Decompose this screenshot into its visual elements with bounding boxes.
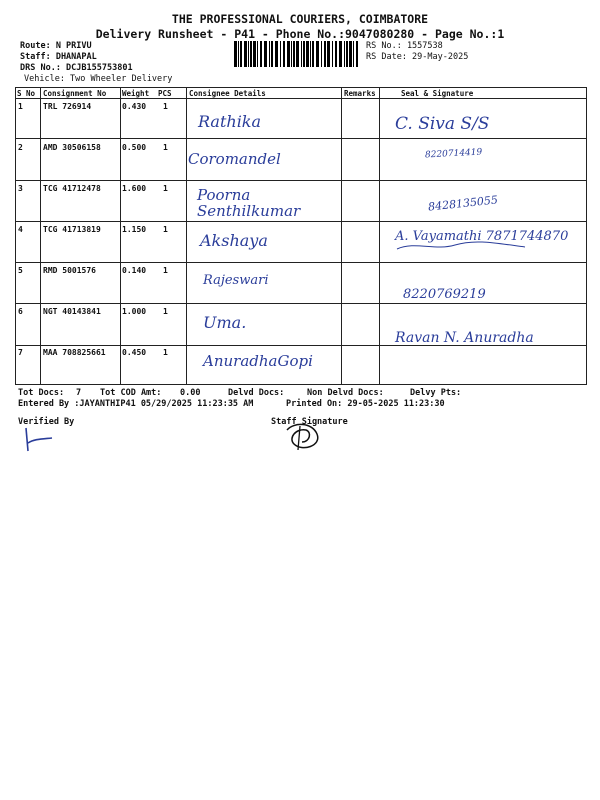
barcode-bar (275, 41, 278, 67)
barcode-bar (346, 41, 348, 67)
header-consignee: Consignee Details (189, 89, 266, 98)
row-7-seal-handwriting: Ravan N. Anuradha (395, 330, 534, 346)
company-title: THE PROFESSIONAL COURIERS, COIMBATORE (171, 12, 429, 26)
verified-by-signature (22, 425, 62, 455)
row-4-consignment: TCG 41713819 (43, 225, 101, 234)
row-3-consignment: TCG 41712478 (43, 184, 101, 193)
barcode-bar (356, 41, 358, 67)
barcode-bar (349, 41, 352, 67)
drs-number: DRS No.: DCJB155753801 (20, 63, 133, 73)
barcode-bar (269, 41, 270, 67)
barcode-bar (332, 41, 333, 67)
barcode-bar (248, 41, 249, 67)
staff-label: Staff: DHANAPAL (20, 52, 97, 62)
row-3-pcs: 1 (163, 184, 168, 193)
barcode-bar (339, 41, 342, 67)
tot-docs-label: Tot Docs: (18, 388, 65, 398)
barcode-bar (264, 41, 267, 67)
barcode-bar (257, 41, 258, 67)
row-6-consignment: NGT 40143841 (43, 307, 101, 316)
row-1-consignment: TRL 726914 (43, 102, 92, 111)
row-1-pcs: 1 (163, 102, 168, 111)
row-4-seal-handwriting: A. Vayamathi 7871744870 (395, 229, 569, 244)
delvd-docs-label: Delvd Docs: (228, 388, 285, 398)
row-2-sno: 2 (18, 143, 23, 152)
row-5-consignee-handwriting: Rajeswari (203, 273, 269, 288)
row-4-weight: 1.150 (122, 225, 147, 234)
row-4-sno: 4 (18, 225, 23, 234)
row-5-weight: 0.140 (122, 266, 147, 275)
row-5-seal-handwriting: 8220769219 (403, 287, 486, 302)
row-5-pcs: 1 (163, 266, 168, 275)
row-2-consignment: AMD 30506158 (43, 143, 101, 152)
tot-cod-value: 0.00 (180, 388, 201, 398)
barcode-bar (287, 41, 290, 67)
barcode-bar (260, 41, 262, 67)
row-7-weight: 0.450 (122, 348, 147, 357)
barcode-bar (316, 41, 319, 67)
row-2-consignee-handwriting: Coromandel (188, 150, 281, 168)
barcode-bar (291, 41, 292, 67)
row-1-consignee-handwriting: Rathika (198, 112, 262, 131)
barcode-bar (306, 41, 309, 67)
barcode-bar (283, 41, 285, 67)
row-6-weight: 1.000 (122, 307, 147, 316)
barcode-bar (240, 41, 242, 67)
barcode-bar (234, 41, 237, 67)
barcode-bar (296, 41, 299, 67)
delvy-pts-label: Delvy Pts: (410, 388, 462, 398)
row-2-pcs: 1 (163, 143, 168, 152)
barcode-bar (324, 41, 326, 67)
barcode-bar (344, 41, 345, 67)
row-3-consignee-handwriting: Poorna Senthilkumar (197, 186, 301, 220)
route-label: Route: N PRIVU (20, 41, 92, 51)
entered-by: Entered By :JAYANTHIP41 05/29/2025 11:23:35 AM (18, 399, 254, 409)
rs-number: RS No.: 1557538 (366, 41, 443, 51)
runsheet-subtitle: Delivery Runsheet - P41 - Phone No.:9047080280 - Page No.:1 (95, 27, 505, 41)
tot-cod-label: Tot COD Amt: (100, 388, 162, 398)
barcode-bar (271, 41, 273, 67)
barcode-bar (250, 41, 252, 67)
row-5-consignment: RMD 5001576 (43, 266, 96, 275)
barcode-image (233, 41, 360, 67)
seal-scribble (395, 235, 570, 255)
barcode-bar (353, 41, 354, 67)
row-6-consignee-handwriting: Uma. (203, 313, 247, 332)
barcode-bar (312, 41, 314, 67)
header-seal-signature: Seal & Signature (401, 89, 474, 98)
barcode-bar (327, 41, 330, 67)
barcode-bar (238, 41, 239, 67)
row-5-sno: 5 (18, 266, 23, 275)
barcode-bar (253, 41, 256, 67)
row-2-weight: 0.500 (122, 143, 147, 152)
barcode-bar (303, 41, 305, 67)
tot-docs-value: 7 (76, 388, 82, 398)
header-consignment: Consignment No (43, 89, 107, 98)
header-remarks: Remarks (344, 89, 376, 98)
barcode-bar (244, 41, 247, 67)
barcode-bar (280, 41, 281, 67)
header-sno: S No (17, 89, 36, 98)
vehicle-label: Vehicle: Two Wheeler Delivery (24, 74, 173, 84)
non-delvd-docs-label: Non Delvd Docs: (307, 388, 384, 398)
rs-date: RS Date: 29-May-2025 (366, 52, 469, 62)
row-4-consignee-handwriting: Akshaya (200, 231, 268, 250)
staff-signature-mark (282, 420, 327, 452)
barcode-bar (301, 41, 302, 67)
row-7-pcs: 1 (163, 348, 168, 357)
barcode-bar (321, 41, 322, 67)
row-7-sno: 7 (18, 348, 23, 357)
row-2-seal-handwriting: 8220714419 (424, 147, 483, 161)
barcode-bar (293, 41, 295, 67)
row-4-pcs: 1 (163, 225, 168, 234)
row-3-seal-handwriting: 8428135055 (427, 193, 499, 214)
staff-signature-label: Staff Signature (271, 417, 348, 427)
verified-by-label: Verified By (18, 417, 75, 427)
printed-on: Printed On: 29-05-2025 11:23:30 (286, 399, 445, 409)
row-3-weight: 1.600 (122, 184, 147, 193)
row-7-consignee-handwriting: AnuradhaGopi (203, 352, 313, 370)
row-1-sno: 1 (18, 102, 23, 111)
barcode-bar (335, 41, 337, 67)
barcode-bar (310, 41, 311, 67)
row-7-consignment: MAA 708825661 (43, 348, 106, 357)
row-1-weight: 0.430 (122, 102, 147, 111)
row-6-sno: 6 (18, 307, 23, 316)
row-6-pcs: 1 (163, 307, 168, 316)
header-pcs: PCS (158, 89, 172, 98)
row-1-seal-handwriting: C. Siva S/S (395, 114, 490, 134)
header-weight: Weight (122, 89, 150, 98)
row-3-sno: 3 (18, 184, 23, 193)
